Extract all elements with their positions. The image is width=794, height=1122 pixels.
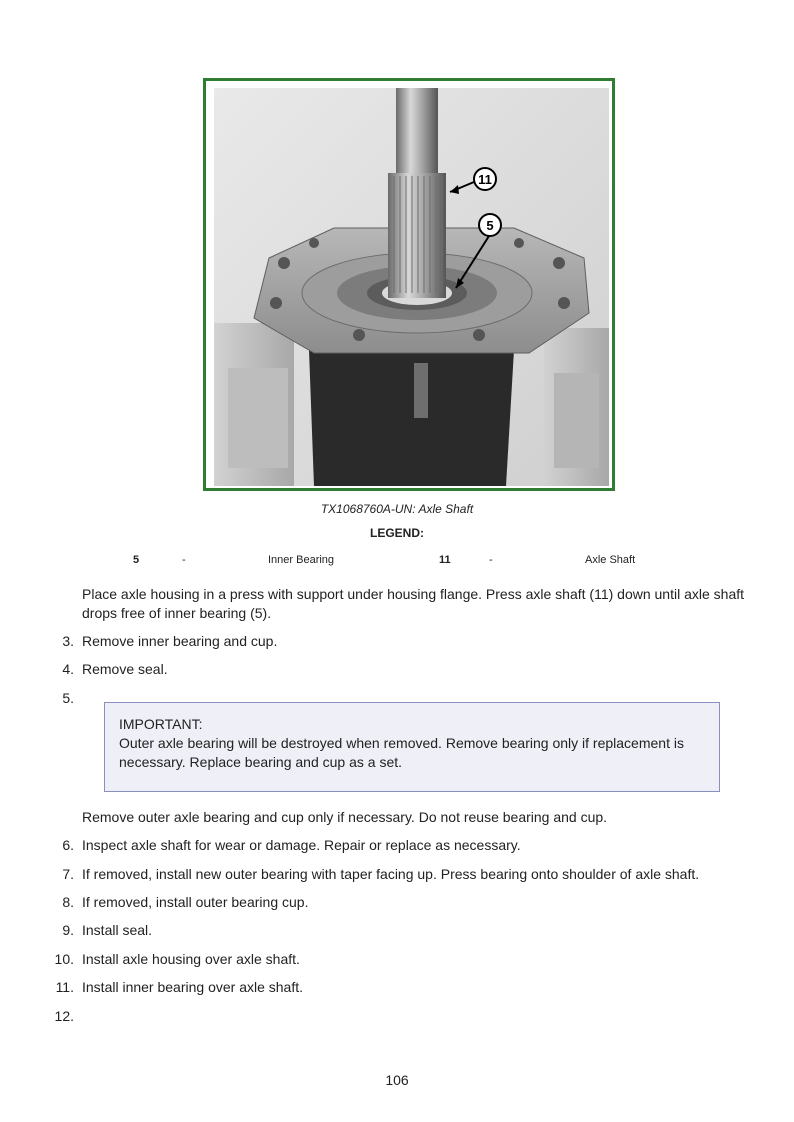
step-text: Remove seal. [82,661,168,677]
legend-item-5-num [133,554,139,566]
callout-5: 5 [486,218,494,233]
intro-paragraph: Place axle housing in a press with support under housing flange. Press axle shaft (11) down until axle shaft drops free of inner bearing (5). [82,586,745,621]
step-text: Inspect axle shaft for wear or damage. Repair or replace as necessary. [82,837,521,853]
figure-frame [203,78,615,491]
step-number: 9. [62,922,74,938]
legend-number: 11 [439,554,451,566]
step-number: 6. [62,837,74,853]
step-number: 5. [62,690,74,706]
step-text: Install axle housing over axle shaft. [82,951,300,967]
callout-11: 11 [478,172,492,187]
figure-caption: TX1068760A-UN: Axle Shaft [320,502,474,516]
step-text: Remove inner bearing and cup. [82,633,278,649]
step-number: 8. [62,894,74,910]
step-number: 12. [54,1008,74,1024]
legend-item-11-dash: - [489,554,493,566]
step-text: Install inner bearing over axle shaft. [82,979,304,995]
legend-item-11-num [439,554,451,566]
important-notice [104,702,720,792]
step-text: If removed, install outer bearing cup. [82,894,309,910]
step-text: Install seal. [82,922,153,938]
step-text: If removed, install new outer bearing with taper facing up. Press bearing onto shoulder of axle shaft. [82,866,700,882]
legend-number: 5 [133,554,140,566]
step-number: 4. [62,661,74,677]
step-number: 3. [62,633,74,649]
after-important-paragraph: Remove outer axle bearing and cup only if necessary. Do not reuse bearing and cup. [82,809,608,825]
important-text: Outer axle bearing will be destroyed when removed. Remove bearing only if replacement is necessary. Replace bearing and cup as a set. [119,735,684,770]
step-number: 7. [62,866,74,882]
important-label: IMPORTANT: [119,716,203,732]
legend-item-5-label: Inner Bearing [268,554,335,566]
legend-title: LEGEND: [370,526,424,540]
axle-shaft-photo [214,88,609,486]
page-number: 106 [385,1072,409,1088]
step-number: 11. [55,979,74,995]
legend-item-5-dash: - [182,554,186,566]
step-number: 10. [54,951,74,967]
legend-item-11-label: Axle Shaft [585,554,636,566]
